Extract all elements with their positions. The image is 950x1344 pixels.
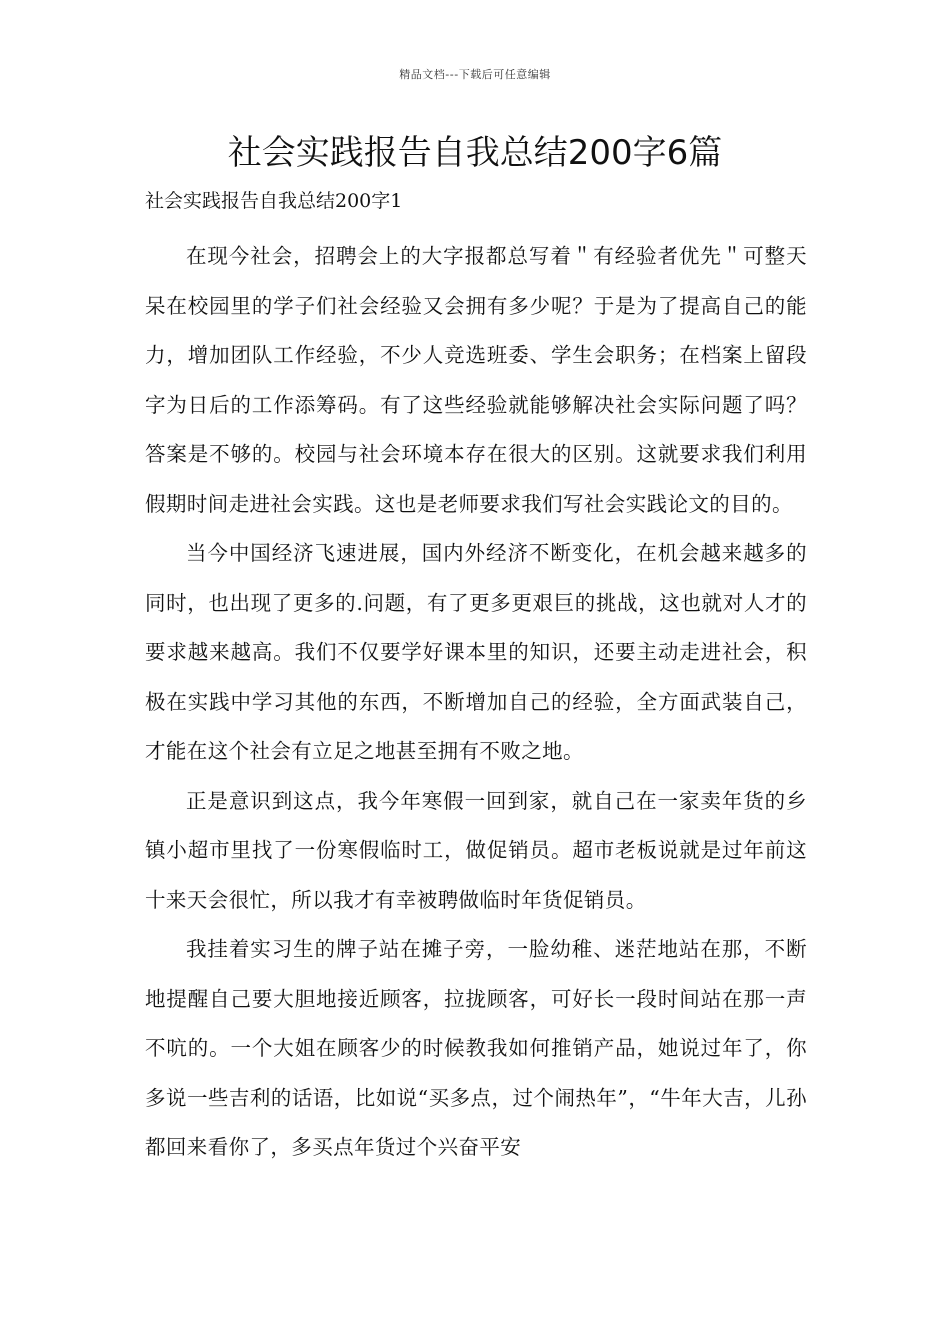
header-note: 精品文档---下载后可任意编辑 [399,68,551,81]
paragraph: 当今中国经济飞速进展，国内外经济不断变化，在机会越来越多的同时，也出现了更多的.问题，有了更多更艰巨的挑战，这也就对人才的要求越来越高。我们不仅要学好课本里的知识，还要主动走进社会，积极在实践中学习其他的东西，不断增加自己的经验，全方面武装自己，才能在这个社会有立足之地甚至拥有不败之地。 [145,541,807,763]
section-heading: 社会实践报告自我总结200字1 [145,190,403,212]
paragraph: 我挂着实习生的牌子站在摊子旁，一脸幼稚、迷茫地站在那，不断地提醒自己要大胆地接近顾客，拉拢顾客，可好长一段时间站在那一声不吭的。一个大姐在顾客少的时候教我如何推销产品，她说过年了，你多说一些吉利的话语，比如说“买多点，过个闹热年”，“牛年大吉，儿孙都回来看你了，多买点年货过个兴奋平安 [145,937,807,1159]
paragraph: 正是意识到这点，我今年寒假一回到家，就自己在一家卖年货的乡镇小超市里找了一份寒假临时工，做促销员。超市老板说就是过年前这十来天会很忙，所以我才有幸被聘做临时年货促销员。 [145,788,807,912]
paragraph: 在现今社会，招聘会上的大字报都总写着＂有经验者优先＂可整天呆在校园里的学子们社会经验又会拥有多少呢？于是为了提高自己的能力，增加团队工作经验，不少人竞选班委、学生会职务；在档案上留段字为日后的工作添筹码。有了这些经验就能够解决社会实际问题了吗？答案是不够的。校园与社会环境本存在很大的区别。这就要求我们利用假期时间走进社会实践。这也是老师要求我们写社会实践论文的目的。 [145,244,807,516]
document-title: 社会实践报告自我总结200字6篇 [227,133,723,173]
document-body [145,232,807,1173]
